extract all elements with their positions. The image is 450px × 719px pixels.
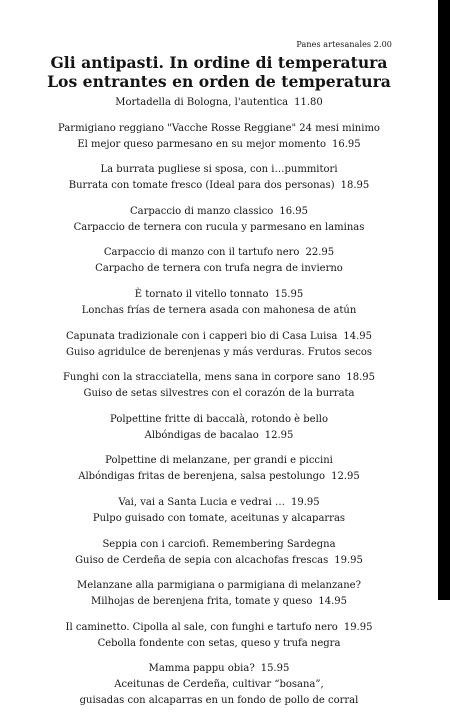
dish-price: 18.95 (340, 180, 370, 192)
dish-name (0, 661, 438, 677)
dish-name (0, 537, 438, 553)
dish-item (0, 121, 438, 153)
dish-item (0, 95, 438, 111)
dish-description (0, 677, 438, 693)
dish-description (0, 553, 438, 569)
dish-item (0, 453, 438, 485)
dish-price: 12.95 (331, 471, 360, 483)
dish-item (0, 287, 438, 319)
heading-italian: Gli antipasti. In ordine di temperatura (50, 53, 388, 72)
dish-text: Il caminetto. Cipolla al sale, con funghi e tartufo nero (65, 621, 338, 633)
dish-text: Melanzane alla parmigiana o parmigiana di melanzane? (77, 580, 361, 592)
dish-price: 19.95 (290, 496, 320, 508)
dish-text: La burrata pugliese si sposa, con i…pummitori (100, 164, 338, 176)
dish-text: guisadas con alcaparras en un fondo de pollo de corral (79, 695, 359, 707)
dish-text: Burrata con tomate fresco (Ideal para dos personas) (68, 180, 335, 192)
dish-name (0, 121, 438, 137)
dish-description (0, 511, 438, 527)
dish-item (0, 412, 438, 444)
bread-price-note: Panes artesanales 2.00 (296, 40, 392, 49)
dish-text: Lonchas frías de ternera asada con mahonesa de atún (81, 304, 357, 316)
dish-list (0, 95, 438, 719)
dish-text: Guiso de Cerdeña de sepia con alcachofas frescas (75, 554, 329, 566)
dish-description (0, 693, 438, 709)
dish-description (0, 594, 438, 610)
dish-description (0, 303, 438, 319)
dish-item (0, 162, 438, 194)
dish-text: El mejor queso parmesano en su mejor momento (77, 138, 327, 150)
dish-item (0, 495, 438, 527)
dish-text: Funghi con la stracciatella, mens sana in corpore sano (62, 372, 341, 384)
dish-item (0, 370, 438, 402)
dish-description (0, 220, 438, 236)
dish-text: Carpaccio de ternera con rucula y parmesano en laminas (73, 221, 365, 233)
dish-name (0, 287, 438, 303)
dish-text: Parmigiano reggiano "Vacche Rosse Reggiane" 24 mesi minimo (58, 122, 380, 134)
dish-name (0, 578, 438, 594)
dish-text: È tornato il vitello tonnato (134, 288, 269, 300)
dish-item (0, 661, 438, 709)
dish-text: Guiso agridulce de berenjenas y más verduras. Frutos secos (65, 346, 373, 358)
dish-name (0, 329, 438, 345)
heading-spanish: Los entrantes en orden de temperatura (47, 72, 391, 91)
dish-name (0, 412, 438, 428)
dish-name (0, 162, 438, 178)
dish-text: Polpettine di melanzane, per grandi e piccini (105, 455, 333, 467)
dish-price: 16.95 (332, 138, 361, 150)
dish-item (0, 537, 438, 569)
dish-text: Polpettine fritte di baccalà, rotondo è bello (110, 413, 328, 425)
dish-text: Albóndigas de bacalao (144, 429, 259, 441)
dish-description (0, 386, 438, 402)
dish-name (0, 620, 438, 636)
dish-price: 14.95 (318, 596, 348, 608)
dish-price: 22.95 (305, 247, 335, 259)
dish-price: 18.95 (346, 372, 376, 384)
menu-headings (0, 53, 438, 91)
dish-price: 15.95 (260, 663, 290, 675)
dish-item (0, 578, 438, 610)
dish-name (0, 495, 438, 511)
dish-price: 16.95 (279, 205, 308, 217)
dish-text: Seppia con i carciofi. Remembering Sardegna (102, 538, 336, 550)
dish-price: 14.95 (343, 330, 373, 342)
dish-text: Carpaccio di manzo con il tartufo nero (103, 247, 300, 259)
dish-price: 19.95 (334, 554, 363, 566)
dish-text: Albóndigas fritas de berenjena, salsa pestolungo (78, 471, 326, 483)
dish-text: Mamma pappu obia? (148, 663, 255, 675)
dish-price: 19.95 (343, 621, 373, 633)
dish-description (0, 178, 438, 194)
dish-name (0, 95, 438, 111)
dish-description (0, 428, 438, 444)
dish-description (0, 261, 438, 277)
dish-description (0, 345, 438, 361)
dish-text: Carpacho de ternera con trufa negra de invierno (95, 263, 343, 275)
dish-name (0, 204, 438, 220)
dish-price: 11.80 (294, 97, 323, 108)
dish-description (0, 137, 438, 153)
dish-text: Aceitunas de Cerdeña, cultivar “bosana”, (114, 679, 324, 691)
dish-item (0, 329, 438, 361)
dish-text: Vai, vai a Santa Lucia e vedrai … (118, 496, 285, 508)
page-edge (438, 0, 450, 600)
dish-text: Guiso de setas silvestres con el corazón de la burrata (83, 388, 355, 400)
dish-price: 15.95 (274, 288, 304, 300)
dish-text: Cebolla fondente con setas, queso y trufa negra (97, 637, 341, 649)
dish-name (0, 245, 438, 261)
dish-description (0, 636, 438, 652)
dish-name (0, 370, 438, 386)
dish-text: Pulpo guisado con tomate, aceitunas y alcaparras (92, 512, 346, 524)
dish-item (0, 245, 438, 277)
dish-item (0, 620, 438, 652)
dish-item (0, 204, 438, 236)
dish-name (0, 453, 438, 469)
dish-text: Mortadella di Bologna, l'autentica (115, 97, 289, 108)
dish-text: Carpaccio di manzo classico (130, 205, 274, 217)
dish-price: 12.95 (264, 429, 294, 441)
dish-text: Milhojas de berenjena frita, tomate y queso (90, 596, 313, 608)
dish-text: Capunata tradizionale con i capperi bio di Casa Luisa (65, 330, 338, 342)
dish-description (0, 469, 438, 485)
